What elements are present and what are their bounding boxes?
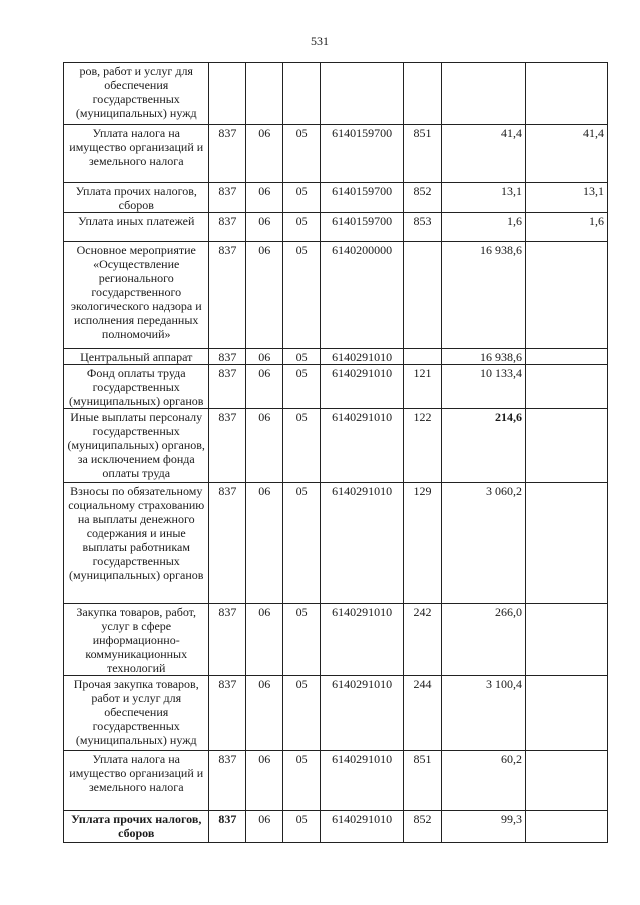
ministry-code: 837 [209,676,246,751]
amount-primary: 60,2 [441,751,525,811]
amount-secondary [525,63,607,125]
row-name: Прочая закупка товаров, работ и услуг для обеспечения государственных (муниципальных) нужд [64,676,209,751]
subsection-code: 05 [283,811,321,843]
amount-primary: 99,3 [441,811,525,843]
table-row [64,183,608,213]
amount-primary [441,63,525,125]
target-article-code: 6140291010 [321,409,404,483]
row-name: Уплата налога на имущество организаций и земельного налога [64,751,209,811]
target-article-code: 6140291010 [321,811,404,843]
amount-secondary [525,242,607,349]
expense-type-code: 122 [404,409,442,483]
row-name: Взносы по обязательному социальному страхованию на выплаты денежного содержания и иные выплаты работникам государственных (муниципальных) органов [64,483,209,604]
subsection-code: 05 [283,483,321,604]
amount-secondary [525,676,607,751]
amount-secondary: 41,4 [525,125,607,183]
table-row [64,365,608,409]
table-row [64,483,608,604]
subsection-code: 05 [283,183,321,213]
ministry-code: 837 [209,242,246,349]
target-article-code: 6140291010 [321,676,404,751]
row-name: Уплата налога на имущество организаций и земельного налога [64,125,209,183]
amount-secondary [525,409,607,483]
amount-secondary [525,483,607,604]
amount-primary: 214,6 [441,409,525,483]
ministry-code: 837 [209,213,246,242]
section-code: 06 [246,349,283,365]
row-name: Фонд оплаты труда государственных (муниципальных) органов [64,365,209,409]
table-row [64,409,608,483]
amount-primary: 3 060,2 [441,483,525,604]
expense-type-code: 852 [404,811,442,843]
target-article-code: 6140291010 [321,751,404,811]
expense-type-code: 242 [404,604,442,676]
row-name: Закупка товаров, работ, услуг в сфере информационно-коммуникационных технологий [64,604,209,676]
subsection-code: 05 [283,604,321,676]
section-code: 06 [246,604,283,676]
row-name: Иные выплаты персоналу государственных (муниципальных) органов, за исключением фонда оплаты труда [64,409,209,483]
table-row [64,349,608,365]
target-article-code [321,63,404,125]
section-code: 06 [246,811,283,843]
amount-secondary [525,751,607,811]
subsection-code: 05 [283,242,321,349]
section-code: 06 [246,183,283,213]
amount-primary: 41,4 [441,125,525,183]
table-row [64,63,608,125]
subsection-code [283,63,321,125]
section-code: 06 [246,676,283,751]
row-name: Уплата иных платежей [64,213,209,242]
table-row [64,213,608,242]
row-name: ров, работ и услуг для обеспечения государственных (муниципальных) нужд [64,63,209,125]
section-code: 06 [246,751,283,811]
expense-type-code: 853 [404,213,442,242]
ministry-code: 837 [209,125,246,183]
table-row [64,811,608,843]
subsection-code: 05 [283,751,321,811]
section-code [246,63,283,125]
subsection-code: 05 [283,676,321,751]
section-code: 06 [246,483,283,604]
target-article-code: 6140291010 [321,483,404,604]
expense-type-code [404,242,442,349]
ministry-code: 837 [209,604,246,676]
expense-type-code: 121 [404,365,442,409]
expense-type-code: 244 [404,676,442,751]
amount-secondary: 13,1 [525,183,607,213]
subsection-code: 05 [283,409,321,483]
table-row [64,676,608,751]
section-code: 06 [246,365,283,409]
page-number: 531 [311,34,329,48]
ministry-code [209,63,246,125]
target-article-code: 6140291010 [321,365,404,409]
target-article-code: 6140159700 [321,183,404,213]
ministry-code: 837 [209,811,246,843]
expense-type-code: 851 [404,125,442,183]
target-article-code: 6140291010 [321,604,404,676]
ministry-code: 837 [209,483,246,604]
ministry-code: 837 [209,409,246,483]
amount-secondary [525,365,607,409]
table-row [64,242,608,349]
ministry-code: 837 [209,751,246,811]
table-row [64,125,608,183]
amount-primary: 266,0 [441,604,525,676]
subsection-code: 05 [283,213,321,242]
amount-secondary [525,604,607,676]
table-row [64,604,608,676]
amount-primary: 16 938,6 [441,242,525,349]
section-code: 06 [246,242,283,349]
row-name: Основное мероприятие «Осуществление регионального государственного экологического надзора и исполнения переданных полномочий» [64,242,209,349]
amount-secondary [525,811,607,843]
expense-type-code: 129 [404,483,442,604]
expense-type-code: 852 [404,183,442,213]
section-code: 06 [246,409,283,483]
ministry-code: 837 [209,349,246,365]
target-article-code: 6140200000 [321,242,404,349]
ministry-code: 837 [209,183,246,213]
expense-type-code: 851 [404,751,442,811]
subsection-code: 05 [283,125,321,183]
amount-primary: 10 133,4 [441,365,525,409]
amount-primary: 1,6 [441,213,525,242]
expense-type-code [404,349,442,365]
target-article-code: 6140159700 [321,125,404,183]
amount-primary: 16 938,6 [441,349,525,365]
row-name: Центральный аппарат [64,349,209,365]
budget-table [63,62,608,843]
section-code: 06 [246,125,283,183]
table-row [64,751,608,811]
target-article-code: 6140291010 [321,349,404,365]
amount-primary: 13,1 [441,183,525,213]
ministry-code: 837 [209,365,246,409]
row-name: Уплата прочих налогов, сборов [64,811,209,843]
amount-primary: 3 100,4 [441,676,525,751]
expense-type-code [404,63,442,125]
section-code: 06 [246,213,283,242]
amount-secondary [525,349,607,365]
subsection-code: 05 [283,365,321,409]
row-name: Уплата прочих налогов, сборов [64,183,209,213]
target-article-code: 6140159700 [321,213,404,242]
amount-secondary: 1,6 [525,213,607,242]
subsection-code: 05 [283,349,321,365]
